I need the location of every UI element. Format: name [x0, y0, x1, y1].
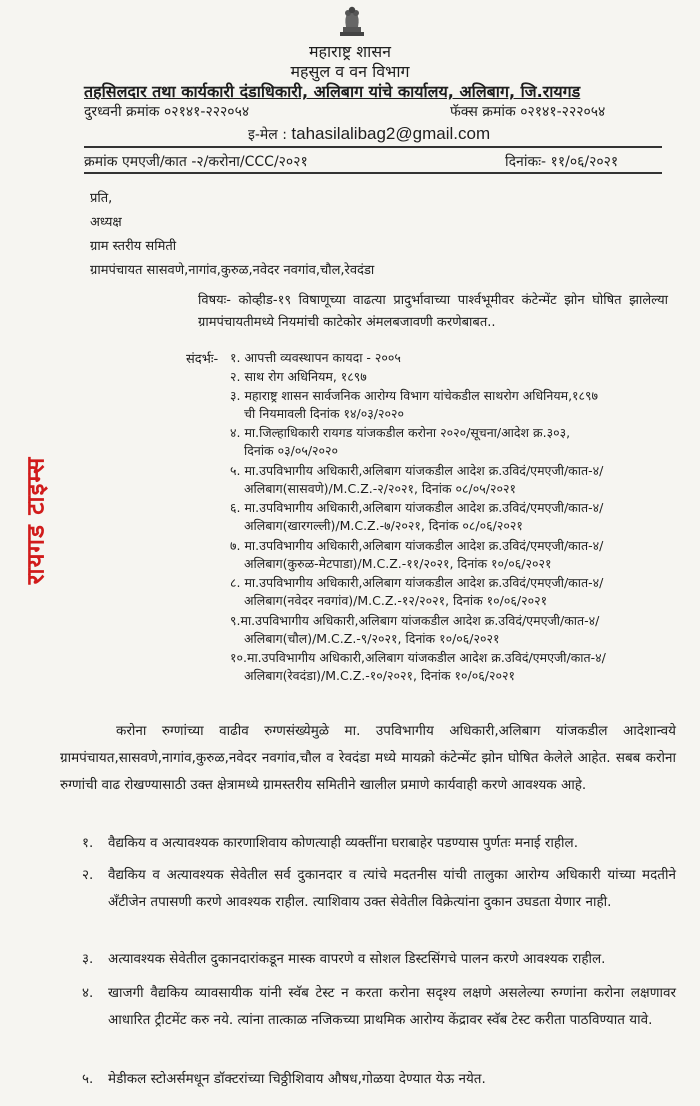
- reference-item: ६. मा.उपविभागीय अधिकारी,अलिबाग यांजकडील आदेश क्र.उविदं/एमएजी/कात-४/ अलिबाग(खारगल्ली)/M.C.Z.-७/२०२१, दिनांक ०८/०६/२०२१: [230, 500, 604, 533]
- department-name: महसुल व वन विभाग: [290, 62, 410, 81]
- reference-item: ४. मा.जिल्हाधिकारी रायगड यांजकडील करोना २०२०/सूचना/आदेश क्र.३०३, दिनांक ०३/०५/२०२०: [230, 425, 571, 458]
- phone-number: दुरध्वनी क्रमांक ०२१४१-२२२०५४: [84, 104, 250, 120]
- addressee-body: ग्राम स्तरीय समिती: [90, 239, 177, 254]
- list-item: १. वैद्यकिय व अत्यावश्यक कारणाशिवाय कोणत्याही व्यक्तींना घराबाहेर पडण्यास पुर्णतः मनाई राहील.: [82, 835, 578, 851]
- reference-item: २. साथ रोग अधिनियम, १८९७: [230, 369, 367, 384]
- reference-item: ७. मा.उपविभागीय अधिकारी,अलिबाग यांजकडील आदेश क्र.उविदं/एमएजी/कात-४/ अलिबाग(कुरुळ-मेटपाडा)/M.C.Z.-११/२०२१, दिनांक १०/०६/२०२१: [230, 538, 604, 571]
- addressee-places: ग्रामपंचायत सासवणे,नागांव,कुरुळ,नवेदर नवगांव,चौल,रेवदंडा: [90, 263, 375, 278]
- header-divider: [84, 146, 662, 148]
- reference-item: ५. मा.उपविभागीय अधिकारी,अलिबाग यांजकडील आदेश क्र.उविदं/एमएजी/कात-४/ अलिबाग(सासवणे)/M.C.Z.-२/२०२१, दिनांक ०८/०५/२०२१: [230, 463, 604, 496]
- body-paragraph: करोना रुग्णांच्या वाढीव रुग्णसंख्येमुळे मा. उपविभागीय अधिकारी,अलिबाग यांजकडील आदेशान्वये ग्रामपंचायत,सासवणे,नागांव,कुरुळ,नवेदर नवगांव,चौल व रेवदंडा मध्ये मायक्रो कंटेन्मेंट झोन घोषित केलेले आहेत. सबब करोना रुग्णांची वाढ रोखण्यासाठी उक्त क्षेत्रामध्ये ग्रामस्तरीय समितीने खालील प्रमाणे कार्यवाही करणे आवश्यक आहे.: [60, 723, 676, 793]
- email-label: इ-मेल :: [248, 127, 292, 143]
- fax-number: फॅक्स क्रमांक ०२१४१-२२२०५४: [450, 104, 606, 120]
- reference-item: ८. मा.उपविभागीय अधिकारी,अलिबाग यांजकडील आदेश क्र.उविदं/एमएजी/कात-४/ अलिबाग(नवेदर नवगांव)/M.C.Z.-१२/२०२१, दिनांक १०/०६/२०२१: [230, 575, 604, 608]
- letter-date: दिनांकः- ११/०६/२०२१: [505, 154, 619, 170]
- reference-item: ३. महाराष्ट्र शासन सार्वजनिक आरोग्य विभाग यांचेकडील साथरोग अधिनियम,१८९७ ची नियमावली दिनांक १४/०३/२०२०: [230, 388, 599, 421]
- subject: विषयः- कोव्हीड-१९ विषाणूच्या वाढत्या प्रादुर्भावाच्या पार्श्वभूमीवर कंटेन्मेंट झोन घोषित झालेल्या ग्रामपंचायतीमध्ये नियमांची काटेकोर अंमलबजावणी करणेबाबत..: [198, 293, 668, 330]
- reference-item: १०.मा.उपविभागीय अधिकारी,अलिबाग यांजकडील आदेश क्र.उविदं/एमएजी/कात-४/ अलिबाग(रेवदंडा)/M.C.Z.-१०/२०२१, दिनांक १०/०६/२०२१: [230, 650, 606, 683]
- side-stamp: रायगड टाइम्स: [21, 456, 50, 584]
- references-label: संदर्भः-: [186, 352, 219, 367]
- list-item: ४. खाजगी वैद्यकिय व्यावसायीक यांनी स्वॅब टेस्ट न करता करोना सदृश्य लक्षणे असलेल्या रुग्णांना करोना लक्षणावर आधारित ट्रीटमेंट करु नये. त्यांना तात्काळ नजिकच्या प्राथमिक आरोग्य केंद्रावर स्वॅब टेस्ट करीता पाठविण्यात यावे.: [82, 985, 676, 1028]
- reference-number: क्रमांक एमएजी/कात -२/करोना/CCC/२०२१: [84, 154, 308, 170]
- list-item: २. वैद्यकिय व अत्यावश्यक सेवेतील सर्व दुकानदार व त्यांचे मदतनीस यांची तालुका आरोग्य अधिकारी यांच्या मदतीने अँटीजेन तपासणी करणे आवश्यक राहील. त्याशिवाय उक्त सेवेतील विक्रेत्यांना दुकान उघडता येणार नाही.: [82, 867, 676, 910]
- email-line: [248, 124, 490, 144]
- addressee-prati: प्रति,: [90, 191, 113, 206]
- email-address: tahasilalibag2@gmail.com: [291, 124, 491, 143]
- reference-item: ९.मा.उपविभागीय अधिकारी,अलिबाग यांजकडील आदेश क्र.उविदं/एमएजी/कात-४/ अलिबाग(चौल)/M.C.Z.-९/२०२१, दिनांक १०/०६/२०२१: [230, 613, 600, 646]
- meta-divider: [84, 172, 662, 174]
- ashoka-emblem-icon: [334, 2, 370, 38]
- list-item: ३. अत्यावश्यक सेवेतील दुकानदारांकडून मास्क वापरणे व सोशल डिस्टसिंगचे पालन करणे आवश्यक राहील.: [82, 951, 606, 967]
- addressee-title: अध्यक्ष: [90, 215, 122, 230]
- office-name: तहसिलदार तथा कार्यकारी दंडाधिकारी, अलिबाग यांचे कार्यालय, अलिबाग, जि.रायगड: [84, 82, 581, 101]
- list-item: ५. मेडीकल स्टोअर्समधून डॉक्टरांच्या चिठ्ठीशिवाय औषध,गोळया देण्यात येऊ नयेत.: [82, 1071, 486, 1087]
- reference-item: १. आपत्ती व्यवस्थापन कायदा - २००५: [230, 350, 401, 365]
- government-name: महाराष्ट्र शासन: [308, 42, 392, 61]
